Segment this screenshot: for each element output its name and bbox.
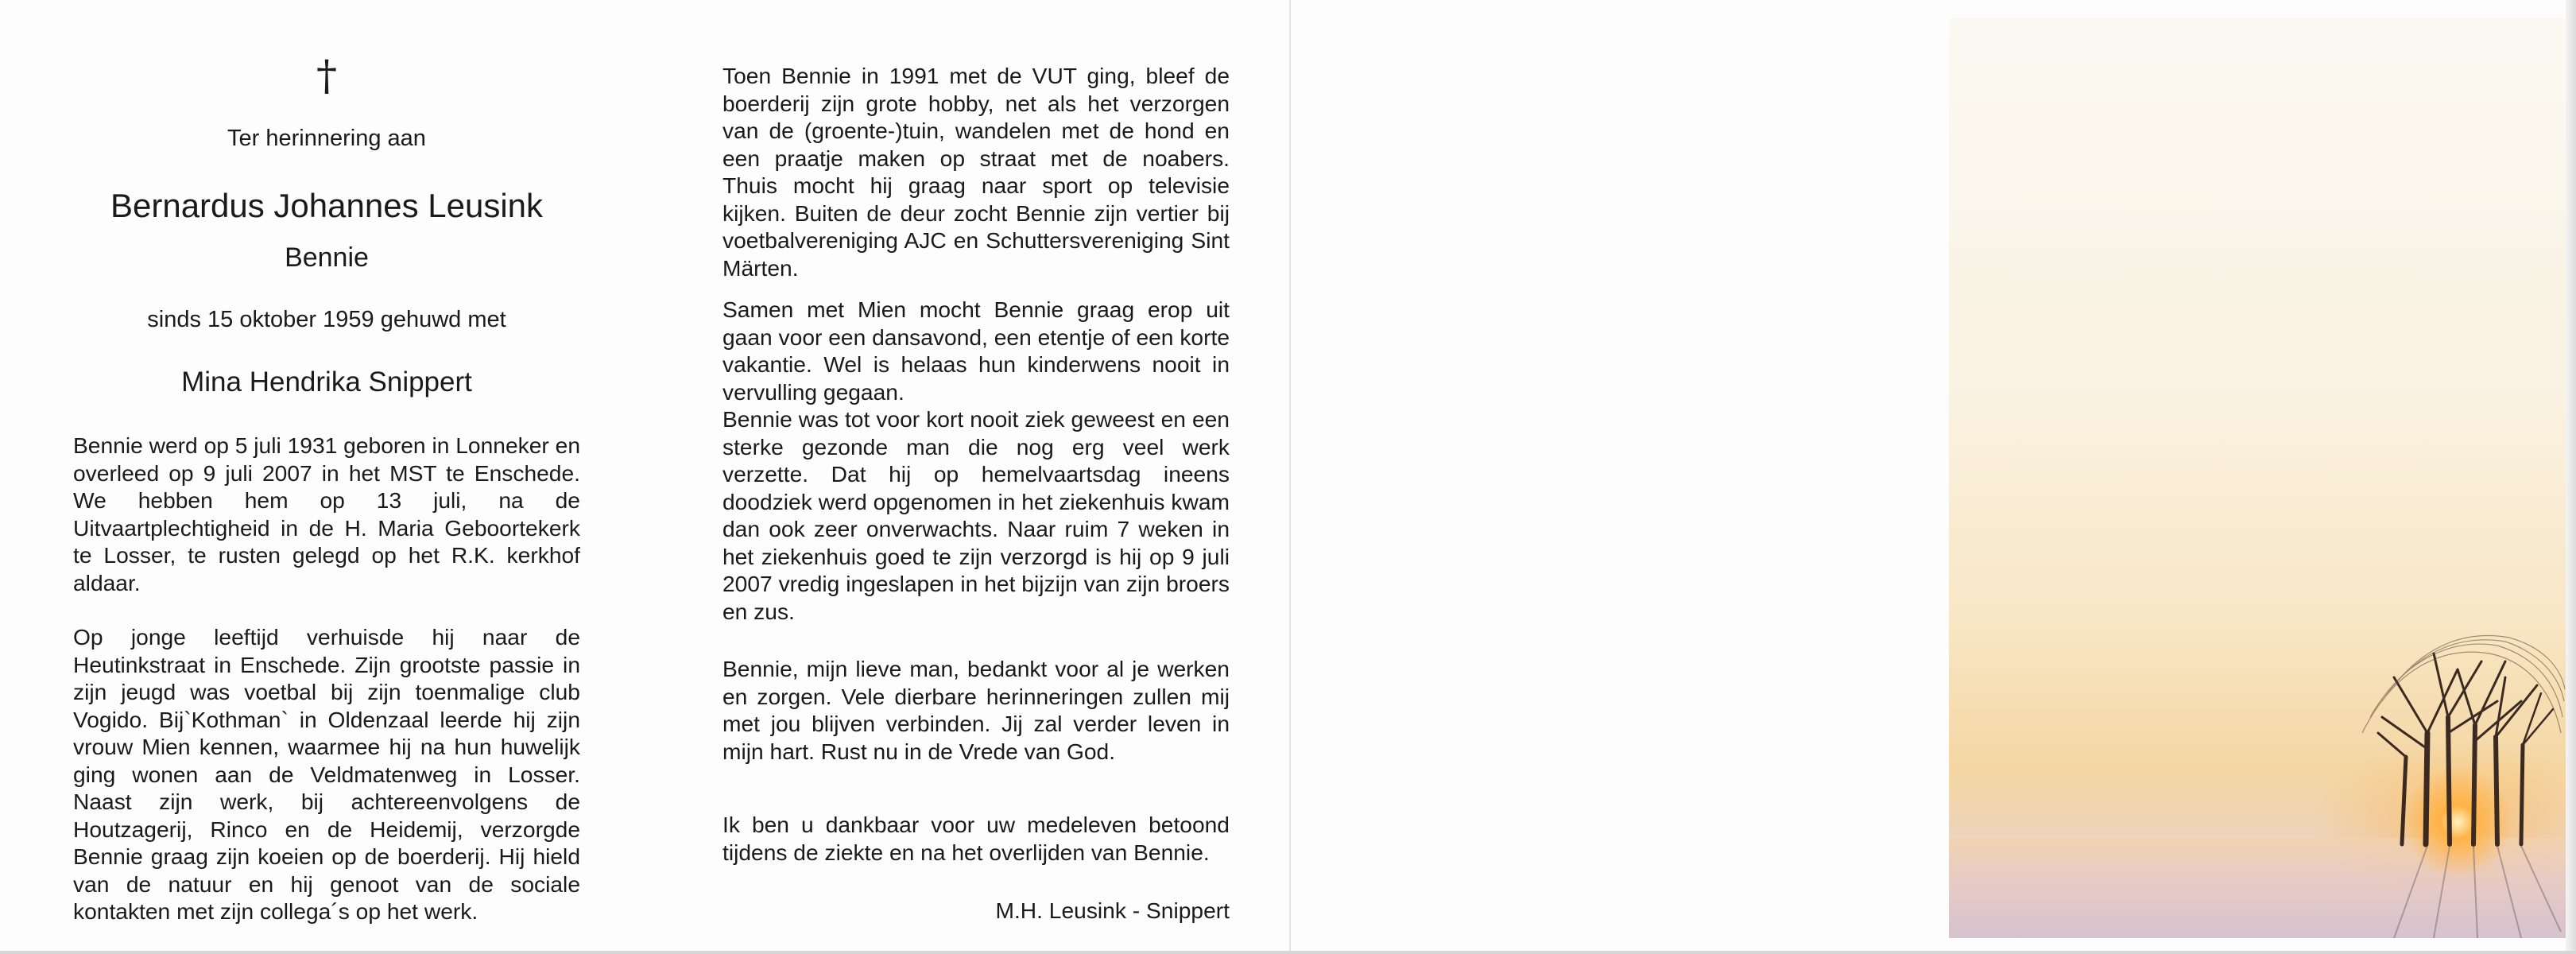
winter-landscape-photo	[1949, 17, 2566, 938]
biography-paragraph-5: Bennie was tot voor kort nooit ziek geweest en een sterke gezonde man die nog erg veel werk verzette. Dat hij op hemelvaartsdag ineens doodziek werd opgenomen in het ziekenhuis kwam dan ook zeer onverwachts. Naar ruim 7 weken in het ziekenhuis goed te zijn verzorgd is hij op 9 juli 2007 vredig ingeslapen in het bijzijn van zijn broers en zus.	[722, 406, 1230, 624]
fold-line	[1289, 0, 1291, 951]
biography-paragraph-4: Samen met Mien mocht Bennie graag erop uit gaan voor een dansavond, een etentje of een korte vakantie. Wel is helaas hun kinderwens nooit in vervulling gegaan.	[722, 297, 1230, 405]
biography-paragraph-2: Op jonge leeftijd verhuisde hij naar de Heutinkstraat in Enschede. Zijn grootste passie in zijn jeugd was voetbal bij zijn toenmalige club Vogido. Bij`Kothman` in Oldenzaal leerde hij zijn vrouw Mien kennen, waarmee hij na hun huwelijk ging wonen aan de Veldmatenweg in Losser. Naast zijn werk, bij achtereenvolgens de Houtzagerij, Rinco en de Heidemij, verzorgde Bennie graag zijn koeien op de boerderij. Hij hield van de natuur en hij genoot van de sociale kontakten met zijn collega´s op het werk.	[73, 624, 580, 924]
deceased-name: Bernardus Johannes Leusink	[110, 187, 544, 224]
biography-paragraph-1: Bennie werd op 5 juli 1931 geboren in Lonneker en overleed op 9 juli 2007 in het MST te Enschede. We hebben hem op 13 juli, na de Uitvaartplechtigheid in de H. Maria Geboortekerk te Losser, te rusten gelegd op het R.K. kerkhof aldaar.	[73, 432, 580, 595]
left-column	[73, 52, 580, 925]
thanks-paragraph: Ik ben u dankbaar voor uw medeleven betoond tijdens de ziekte en na het overlijden van Bennie.	[722, 812, 1230, 865]
marriage-line: sinds 15 oktober 1959 gehuwd met	[147, 307, 506, 332]
biography-paragraph-3: Toen Bennie in 1991 met de VUT ging, bleef de boerderij zijn grote hobby, net als het verzorgen van de (groente-)tuin, wandelen met de hond en een praatje maken op straat met de noabers. Thuis mocht hij graag naar sport op televisie kijken. Buiten de deur zocht Bennie zijn vertier bij voetbalvereniging AJC en Schuttersvereniging Sint Märten.	[722, 63, 1230, 281]
remembrance-line: Ter herinnering aan	[227, 126, 426, 151]
tree-crowns	[2362, 636, 2565, 734]
spouse-name: Mina Hendrika Snippert	[181, 366, 472, 398]
cross-symbol: †	[316, 52, 337, 100]
bottom-edge	[0, 951, 2576, 954]
signature: M.H. Leusink - Snippert	[995, 898, 1230, 923]
page-edge	[2566, 0, 2576, 954]
trees-illustration	[1949, 17, 2566, 938]
deceased-nickname: Bennie	[285, 242, 369, 273]
farewell-paragraph: Bennie, mijn lieve man, bedankt voor al je werken en zorgen. Vele dierbare herinneringen zullen mij met jou blijven verbinden. Jij zal verder leven in mijn hart. Rust nu in de Vrede van God.	[722, 656, 1230, 764]
right-column	[722, 62, 1230, 924]
